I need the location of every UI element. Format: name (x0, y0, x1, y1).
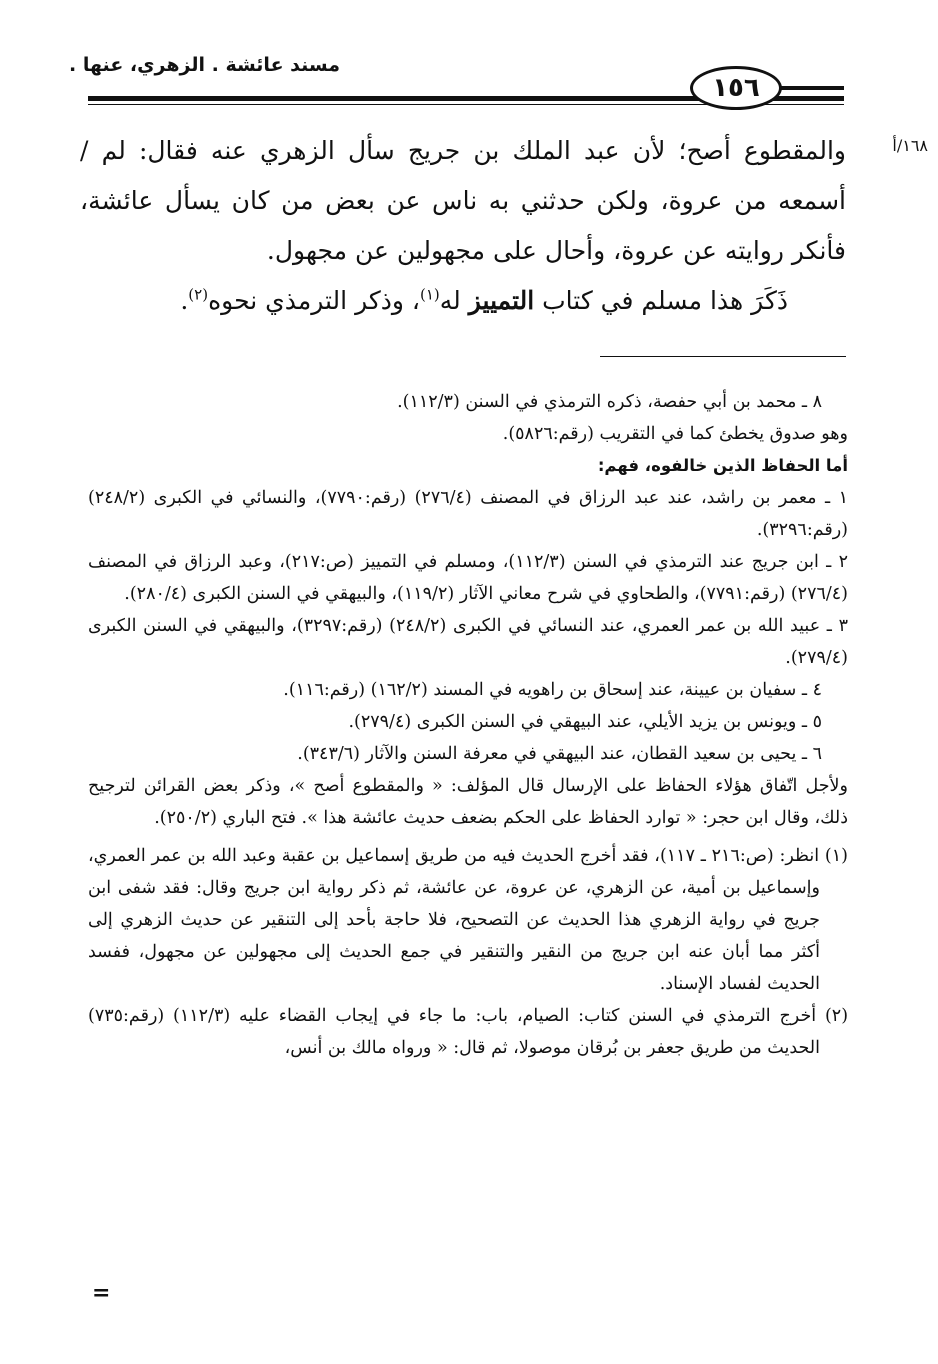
main-paragraph-2 (80, 276, 846, 326)
footnotes (88, 386, 848, 1064)
huffaz-item-2: ٢ ـ ابن جريج عند الترمذي في السنن (١١٢/٣)، ومسلم في التمييز (ص:٢١٧)، وعبد الرزاق في المصنف (٢٧٦/٤) (رقم:٧٧٩١)، والطحاوي في شرح معاني الآثار (١١٩/٢)، والبيهقي في السنن الكبرى (٢٨٠/٤). (88, 552, 848, 604)
note-item-8-grade: وهو صدوق يخطئ كما في التقريب (رقم:٥٨٢٦). (502, 424, 848, 444)
continuation-mark: = (92, 1280, 111, 1306)
p2-part-a: ذَكَرَ هذا مسلم في كتاب (534, 286, 788, 315)
p2-part-c: ، وذكر الترمذي نحوه (208, 286, 420, 315)
p2-part-d: . (180, 286, 189, 315)
conclusion-paragraph: ولأجل اتّفاق هؤلاء الحفاظ على الإرسال قال المؤلف: « والمقطوع أصح »، وذكر بعض القرائن لترجيح ذلك، وقال ابن حجر: « توارد الحفاظ على الحكم بضعف حديث عائشة هذا ». فتح الباري (٢٥٠/٢). (88, 776, 848, 828)
page-number-tail (780, 86, 844, 90)
huffaz-heading: أما الحفاظ الذين خالفوه، فهم: (597, 456, 848, 475)
running-title: مسند عائشة . الزهري، عنها . (69, 54, 340, 76)
main-text (80, 126, 846, 326)
footnote-2: (٢) أخرج الترمذي في السنن كتاب: الصيام، باب: ما جاء في إيجاب القضاء عليه (١١٢/٣) (رقم:٧٣٥) الحديث من طريق جعفر بن بُرقان موصولا، ثم قال: « ورواه مالك بن أنس، (88, 1006, 849, 1058)
footnote-ref-2: (٢) (188, 285, 209, 304)
manuscript-margin-ref: ١٦٨/أ (892, 136, 928, 155)
huffaz-item-4: ٤ ـ سفيان بن عيينة، عند إسحاق بن راهويه في المسند (١٦٢/٢) (رقم:١١٦). (283, 680, 822, 700)
huffaz-item-1: ١ ـ معمر بن راشد، عند عبد الرزاق في المصنف (٢٧٦/٤) (رقم:٧٧٩٠)، والنسائي في الكبرى (٢٤٨/٢) (رقم:٣٢٩٦). (88, 488, 849, 540)
huffaz-item-5: ٥ ـ ويونس بن يزيد الأيلي، عند البيهقي في السنن الكبرى (٢٧٩/٤). (348, 712, 822, 732)
footnote-separator (600, 356, 846, 357)
note-item-8: ٨ ـ محمد بن أبي حفصة، ذكره الترمذي في السنن (١١٢/٣). (397, 392, 822, 412)
main-paragraph-1: والمقطوع أصح؛ لأن عبد الملك بن جريج سأل الزهري عنه فقال: لم / أسمعه من عروة، ولكن حدثني به ناس عن بعض من كان يسأل عائشة، فأنكر روايته عن عروة، وأحال على مجهولين عن مجهول. (80, 136, 846, 265)
p2-bold-title: التمييز (468, 286, 535, 315)
huffaz-item-3: ٣ ـ عبيد الله بن عمر العمري، عند النسائي في الكبرى (٢٤٨/٢) (رقم:٣٢٩٧)، والبيهقي في السنن الكبرى (٢٧٩/٤). (88, 616, 848, 668)
p2-part-b: له (439, 286, 469, 315)
huffaz-item-6: ٦ ـ يحيى بن سعيد القطان، عند البيهقي في معرفة السنن والآثار (٣٤٣/٦). (297, 744, 822, 764)
footnote-ref-1: (١) (419, 285, 440, 304)
page-number-text: ١٥٦ (712, 73, 760, 103)
page-number (690, 66, 782, 110)
footnote-1: (١) انظر: (ص:٢١٦ ـ ١١٧)، فقد أخرج الحديث فيه من طريق إسماعيل بن عقبة وعبد الله بن عمر العمري، وإسماعيل بن أمية، عن الزهري، عن عروة، عن عائشة، ثم ذكر رواية ابن جريج وقال: فقد شفى ابن جريج في رواية الزهري هذا الحديث عن التصحيح، فلا حاجة بأحد إلى التنقير عن حديث الزهري إلى أكثر مما أبان عنه ابن جريج من النقير والتنقير في جمع الحديث إلى مجهولين عن مجهول، ففسد الحديث لفساد الإسناد. (88, 846, 848, 994)
